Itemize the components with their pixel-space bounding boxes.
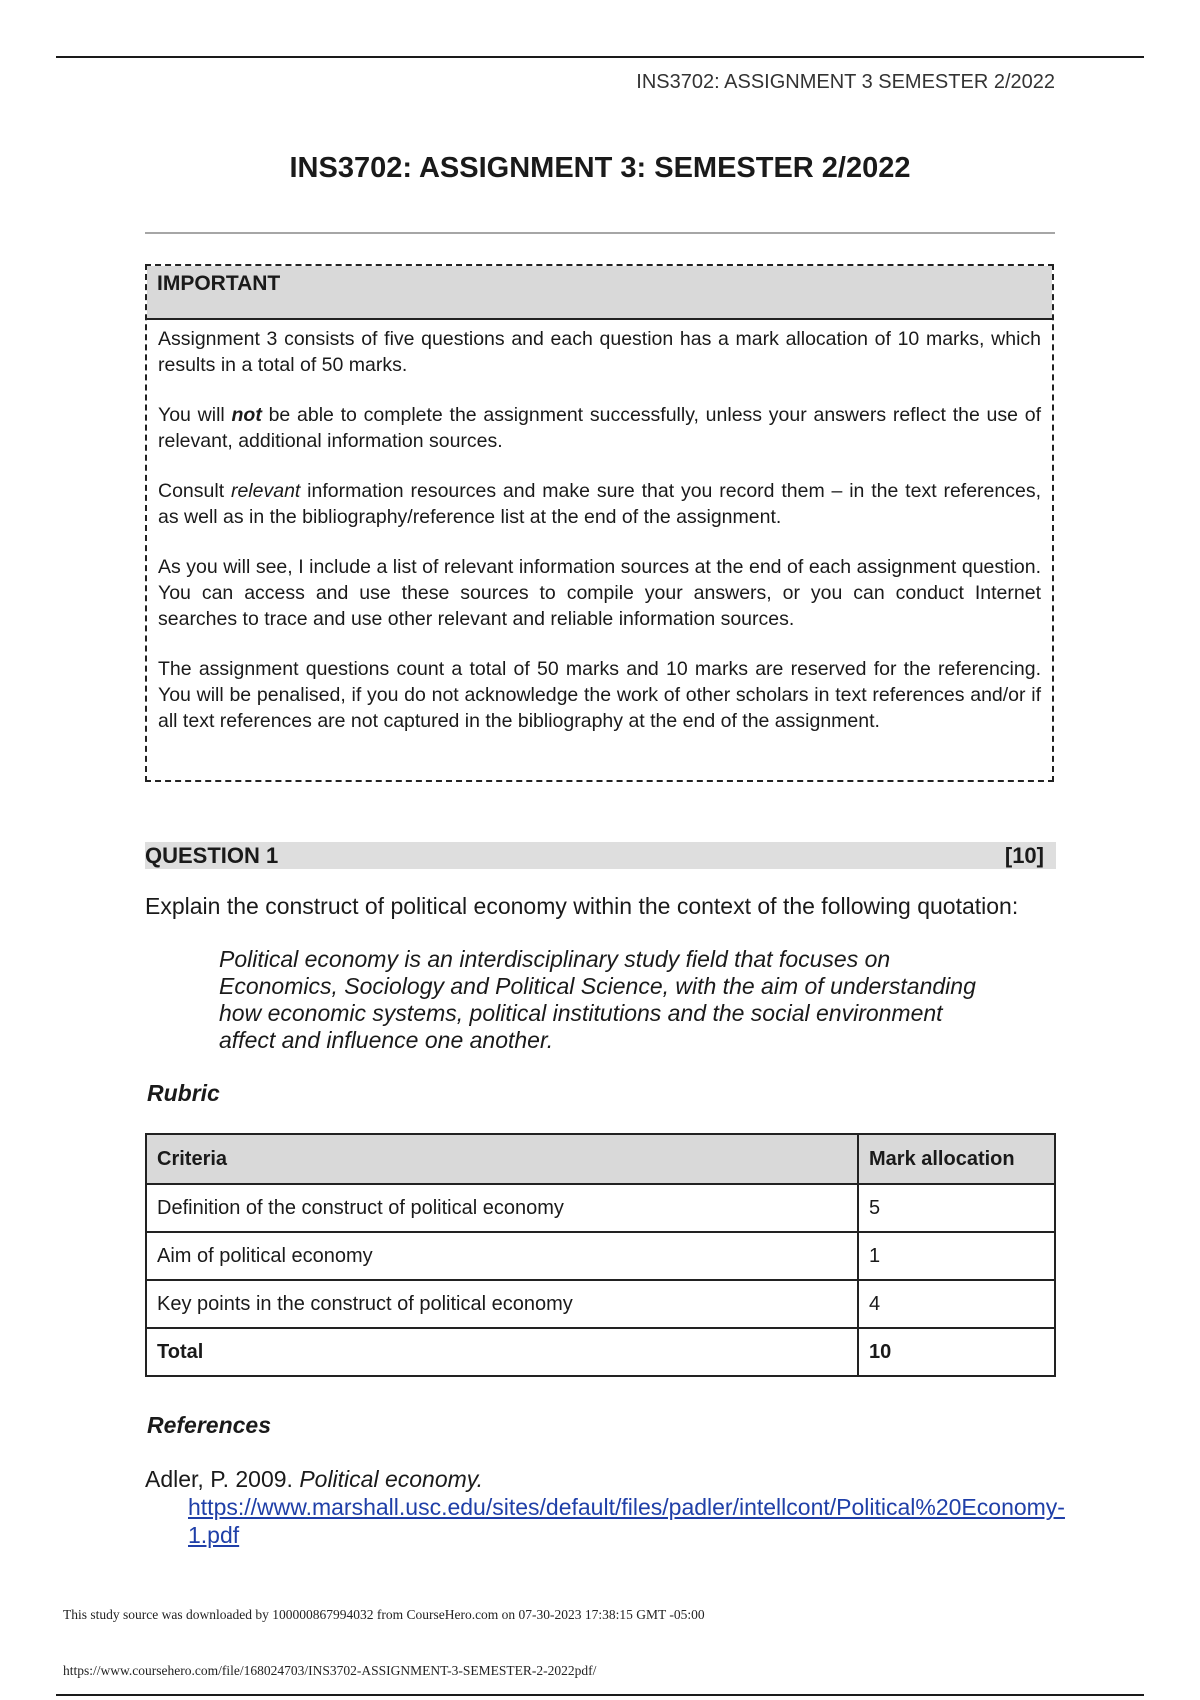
rubric-table	[145, 1133, 1056, 1377]
paragraph-text: You will	[158, 404, 232, 426]
important-paragraph-1: Assignment 3 consists of five questions and each question has a mark allocation of 10 marks, which results in a total of 50 marks.	[158, 328, 1041, 376]
question-label: QUESTION 1	[145, 843, 279, 868]
important-notice-box	[145, 264, 1054, 782]
reference-author-year: Adler, P. 2009.	[145, 1466, 300, 1492]
marks-cell: 4	[858, 1280, 1055, 1328]
table-row	[146, 1280, 1055, 1328]
table-header-row	[146, 1134, 1055, 1184]
top-rule	[56, 56, 1144, 58]
table-total-row	[146, 1328, 1055, 1376]
reference-entry	[145, 1465, 1065, 1549]
source-url: https://www.coursehero.com/file/168024703/INS3702-ASSIGNMENT-3-SEMESTER-2-2022pdf/	[63, 1663, 597, 1678]
important-paragraph-3	[158, 478, 1041, 530]
title-divider	[145, 232, 1055, 234]
important-paragraph-4: As you will see, I include a list of relevant information sources at the end of each assignment question. You can access and use these sources to compile your answers, or you can conduct Internet searches to trace and use other relevant and reliable information sources.	[158, 556, 1041, 630]
marks-cell: 1	[858, 1232, 1055, 1280]
references-heading: References	[147, 1412, 272, 1438]
question-intro: Explain the construct of political economy within the context of the following quotation:	[145, 893, 1019, 919]
emphasis-relevant: relevant	[230, 480, 301, 502]
important-heading: IMPORTANT	[147, 266, 1052, 320]
paragraph-text: Consult	[158, 480, 231, 502]
page-title: INS3702: ASSIGNMENT 3: SEMESTER 2/2022	[289, 152, 911, 184]
reference-citation	[145, 1465, 1065, 1493]
total-marks-cell: 10	[858, 1328, 1055, 1376]
marks-cell: 5	[858, 1184, 1055, 1232]
important-paragraph-5: The assignment questions count a total of 50 marks and 10 marks are reserved for the referencing. You will be penalised, if you do not acknowledge the work of other scholars in text references and/or if all text references are not captured in the bibliography at the end of the assignment.	[158, 658, 1041, 732]
column-header-mark-allocation: Mark allocation	[858, 1134, 1055, 1184]
emphasis-not: not	[231, 404, 262, 426]
running-header: INS3702: ASSIGNMENT 3 SEMESTER 2/2022	[636, 71, 1055, 93]
download-note: This study source was downloaded by 100000867994032 from CourseHero.com on 07-30-2023 17:38:15 GMT -05:00	[63, 1607, 705, 1622]
reference-link[interactable]: https://www.marshall.usc.edu/sites/default/files/padler/intellcont/Political%20Economy-1.pdf	[188, 1494, 1065, 1548]
criteria-cell: Definition of the construct of political economy	[146, 1184, 858, 1232]
bottom-rule	[56, 1694, 1144, 1696]
rubric-heading: Rubric	[147, 1080, 220, 1106]
table-row	[146, 1232, 1055, 1280]
question-quote: Political economy is an interdisciplinary study field that focuses on Economics, Sociology and Political Science, with the aim of understanding how economic systems, political institutions and the social environment affect and influence one another.	[219, 946, 976, 1053]
important-paragraph-2	[158, 402, 1041, 454]
reference-title: Political economy.	[299, 1466, 483, 1492]
column-header-criteria: Criteria	[146, 1134, 858, 1184]
criteria-cell: Key points in the construct of political economy	[146, 1280, 858, 1328]
paragraph-text: be able to complete the assignment successfully, unless your answers reflect the use of relevant, additional information sources.	[158, 404, 1042, 452]
question-heading-bar	[145, 842, 1056, 869]
total-label-cell: Total	[146, 1328, 858, 1376]
criteria-cell: Aim of political economy	[146, 1232, 858, 1280]
paragraph-text: information resources and make sure that you record them – in the text references, as well as in the bibliography/reference list at the end of the assignment.	[158, 480, 1041, 528]
question-marks: [10]	[1004, 843, 1044, 868]
important-body	[147, 320, 1052, 734]
table-row	[146, 1184, 1055, 1232]
